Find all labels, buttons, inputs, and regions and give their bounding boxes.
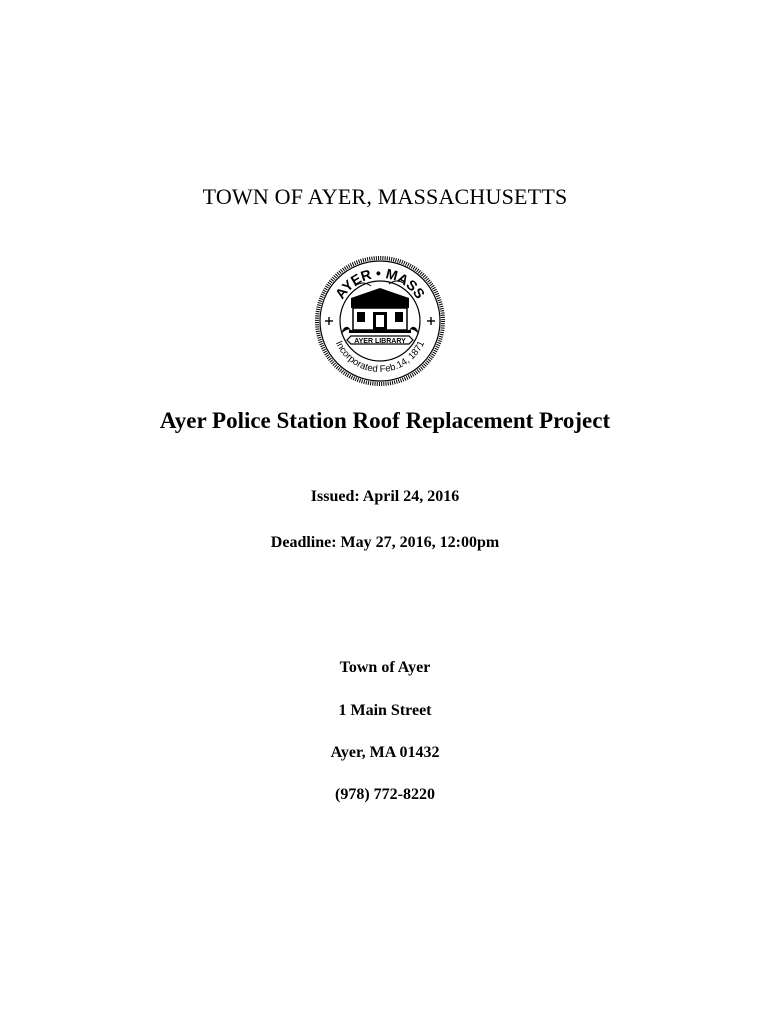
project-title: Ayer Police Station Roof Replacement Project xyxy=(159,408,611,433)
seal-banner-text: AYER LIBRARY xyxy=(354,338,406,345)
address-phone: (978) 772-8220 xyxy=(335,786,435,803)
seal-cross-left xyxy=(325,317,333,325)
seal-bottom-text: Incorporated Feb.14, 1871 xyxy=(333,339,427,376)
address-city: Ayer, MA 01432 xyxy=(330,744,440,761)
issued-date: Issued: April 24, 2016 xyxy=(310,488,460,505)
town-seal xyxy=(315,256,445,386)
seal-cross-right xyxy=(427,317,435,325)
town-header: TOWN OF AYER, MASSACHUSETTS xyxy=(202,184,568,209)
seal-top-text: AYER • MASS xyxy=(331,264,429,302)
address-name: Town of Ayer xyxy=(339,659,431,676)
address-street: 1 Main Street xyxy=(338,702,432,719)
deadline-date: Deadline: May 27, 2016, 12:00pm xyxy=(270,534,500,551)
